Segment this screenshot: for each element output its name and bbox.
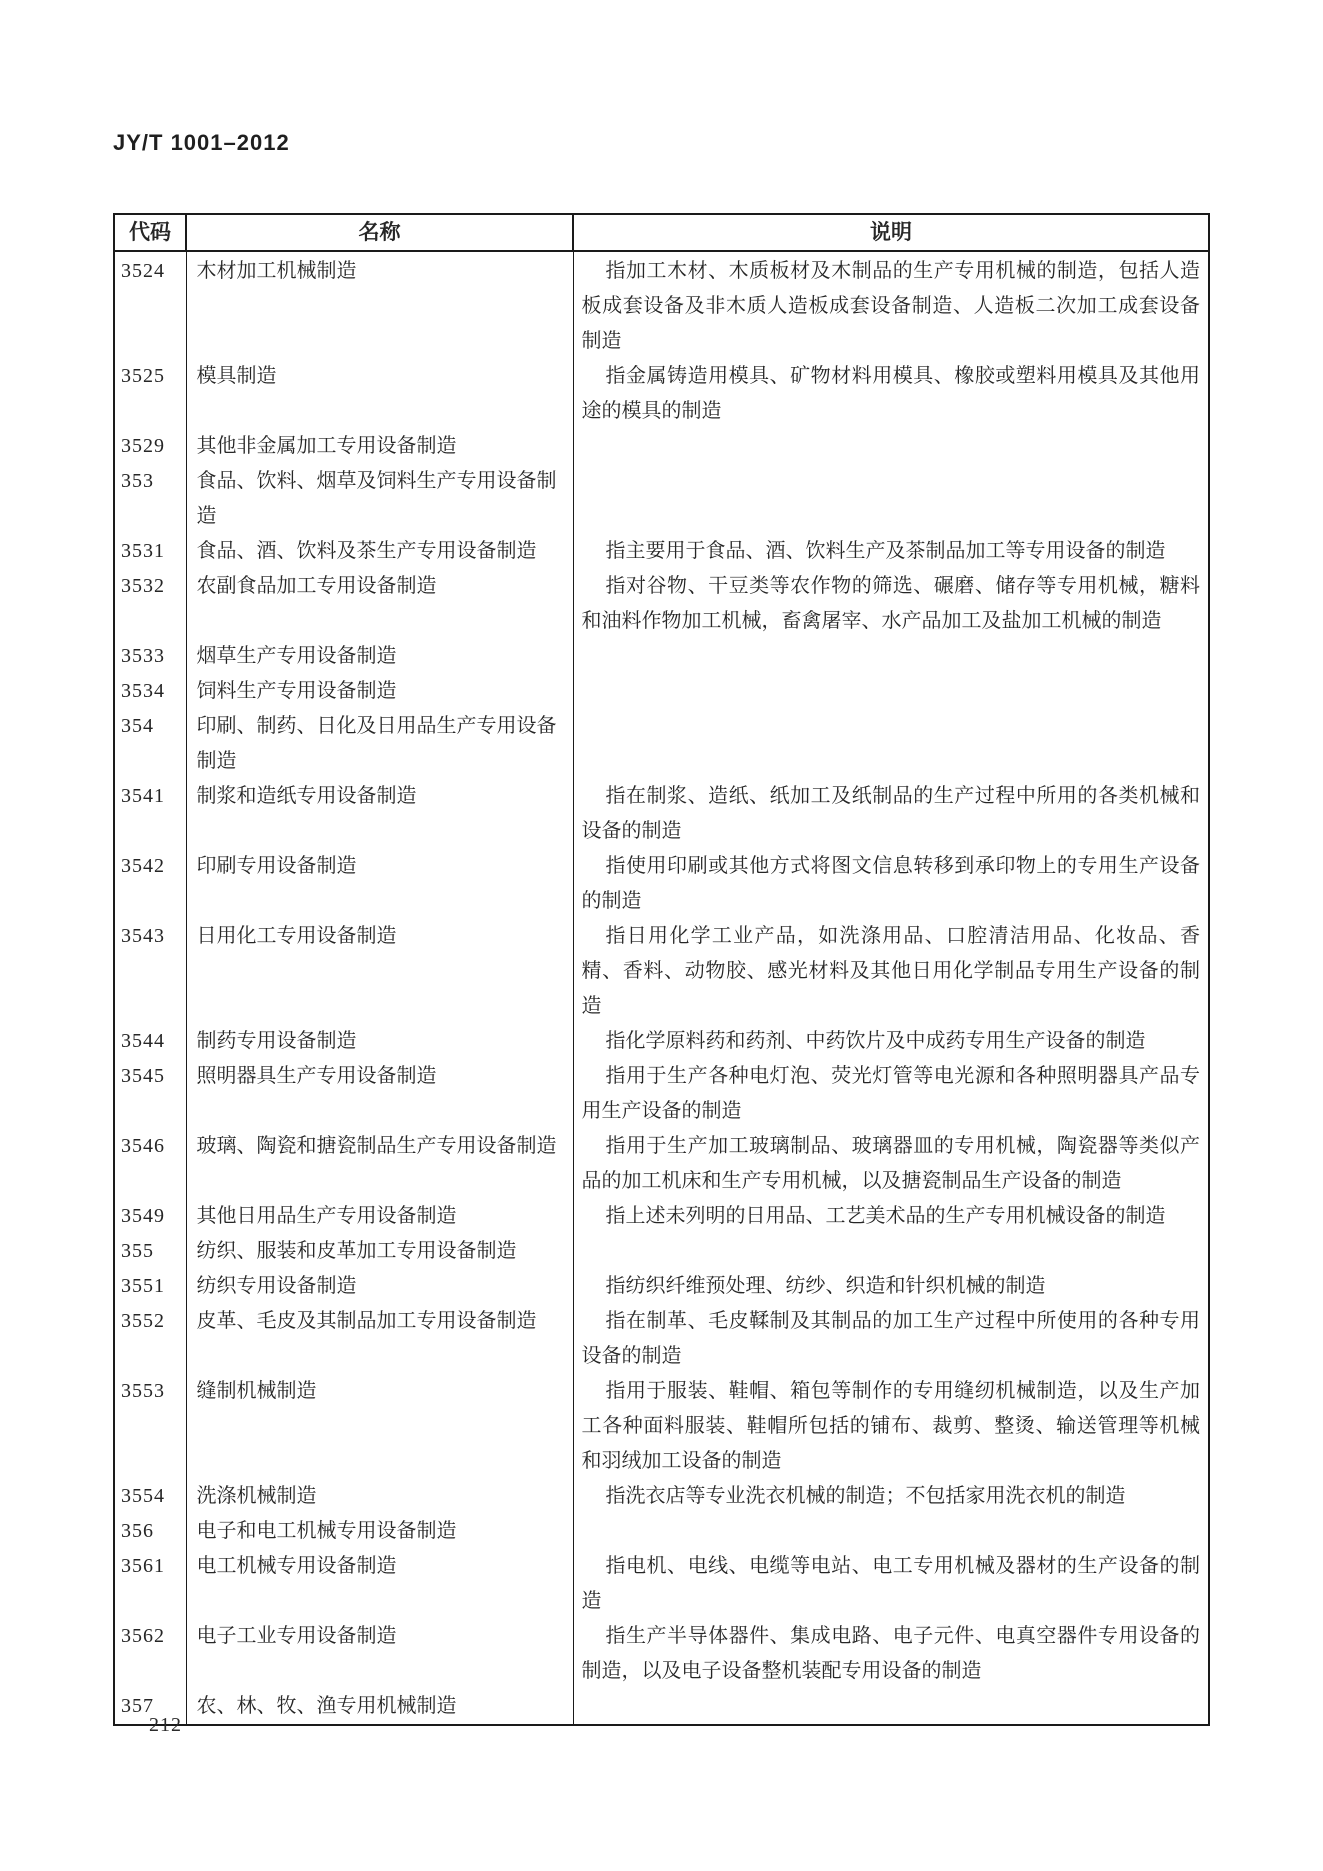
row-name: 纺织专用设备制造 (186, 1269, 573, 1304)
table-row (114, 1269, 1209, 1304)
table-row (114, 1549, 1209, 1619)
table-row (114, 1234, 1209, 1269)
row-code: 3551 (114, 1269, 186, 1304)
row-description-text: 指上述未列明的日用品、工艺美术品的生产专用机械设备的制造 (605, 1205, 1166, 1227)
row-description (573, 919, 1209, 1024)
row-name: 木材加工机械制造 (186, 251, 573, 359)
row-description (573, 1304, 1209, 1374)
table-row (114, 1374, 1209, 1479)
row-description (573, 1234, 1209, 1269)
row-name: 印刷专用设备制造 (186, 849, 573, 919)
row-code: 3529 (114, 429, 186, 464)
row-description (573, 1689, 1209, 1725)
row-description (573, 1024, 1209, 1059)
table-row (114, 464, 1209, 534)
row-description (573, 709, 1209, 779)
row-description-text: 指用于生产加工玻璃制品、玻璃器皿的专用机械，陶瓷器等类似产品的加工机床和生产专用机械，以及搪瓷制品生产设备的制造 (581, 1135, 1200, 1192)
row-description (573, 429, 1209, 464)
classification-table (113, 213, 1210, 1726)
row-name: 农、林、牧、渔专用机械制造 (186, 1689, 573, 1725)
table-row (114, 1304, 1209, 1374)
table-row (114, 919, 1209, 1024)
row-code: 3549 (114, 1199, 186, 1234)
row-description-text: 指纺织纤维预处理、纺纱、织造和针织机械的制造 (605, 1275, 1046, 1297)
row-code: 354 (114, 709, 186, 779)
table-row (114, 359, 1209, 429)
table-row (114, 1129, 1209, 1199)
row-name: 食品、饮料、烟草及饲料生产专用设备制造 (186, 464, 573, 534)
row-code: 3525 (114, 359, 186, 429)
row-name: 食品、酒、饮料及茶生产专用设备制造 (186, 534, 573, 569)
row-name: 制浆和造纸专用设备制造 (186, 779, 573, 849)
row-description (573, 1549, 1209, 1619)
column-header-code: 代码 (114, 214, 186, 251)
row-name: 印刷、制药、日化及日用品生产专用设备制造 (186, 709, 573, 779)
row-description (573, 849, 1209, 919)
row-description (573, 1479, 1209, 1514)
row-description-text: 指日用化学工业产品，如洗涤用品、口腔清洁用品、化妆品、香精、香料、动物胶、感光材料及其他日用化学制品专用生产设备的制造 (581, 925, 1200, 1017)
row-description-text: 指使用印刷或其他方式将图文信息转移到承印物上的专用生产设备的制造 (581, 855, 1200, 912)
row-code: 3561 (114, 1549, 186, 1619)
table-row (114, 639, 1209, 674)
table-header (114, 214, 1209, 251)
row-name: 烟草生产专用设备制造 (186, 639, 573, 674)
row-code: 3542 (114, 849, 186, 919)
row-code: 3552 (114, 1304, 186, 1374)
row-code: 3531 (114, 534, 186, 569)
row-name: 玻璃、陶瓷和搪瓷制品生产专用设备制造 (186, 1129, 573, 1199)
row-code: 353 (114, 464, 186, 534)
table-row (114, 429, 1209, 464)
row-code: 3562 (114, 1619, 186, 1689)
table-row (114, 709, 1209, 779)
row-description (573, 534, 1209, 569)
row-description (573, 1129, 1209, 1199)
row-description (573, 1199, 1209, 1234)
row-code: 357 (114, 1689, 186, 1725)
row-description-text: 指加工木材、木质板材及木制品的生产专用机械的制造，包括人造板成套设备及非木质人造板成套设备制造、人造板二次加工成套设备制造 (581, 260, 1200, 352)
row-code: 3554 (114, 1479, 186, 1514)
row-name: 电子工业专用设备制造 (186, 1619, 573, 1689)
table-row (114, 1024, 1209, 1059)
table-row (114, 569, 1209, 639)
table-row (114, 1689, 1209, 1725)
table-row (114, 1479, 1209, 1514)
row-name: 日用化工专用设备制造 (186, 919, 573, 1024)
row-code: 3533 (114, 639, 186, 674)
row-code: 3534 (114, 674, 186, 709)
standard-number: JY/T 1001–2012 (113, 130, 290, 155)
row-description-text: 指电机、电线、电缆等电站、电工专用机械及器材的生产设备的制造 (581, 1555, 1200, 1612)
row-code: 355 (114, 1234, 186, 1269)
column-header-description: 说明 (573, 214, 1209, 251)
row-code: 3544 (114, 1024, 186, 1059)
row-description-text: 指化学原料药和药剂、中药饮片及中成药专用生产设备的制造 (605, 1030, 1146, 1052)
row-description (573, 251, 1209, 359)
row-description (573, 639, 1209, 674)
table-row (114, 1619, 1209, 1689)
row-name: 皮革、毛皮及其制品加工专用设备制造 (186, 1304, 573, 1374)
row-description (573, 569, 1209, 639)
row-description (573, 1269, 1209, 1304)
row-name: 洗涤机械制造 (186, 1479, 573, 1514)
row-description (573, 674, 1209, 709)
row-name: 饲料生产专用设备制造 (186, 674, 573, 709)
row-description (573, 1374, 1209, 1479)
row-description (573, 359, 1209, 429)
row-name: 照明器具生产专用设备制造 (186, 1059, 573, 1129)
row-description-text: 指在制浆、造纸、纸加工及纸制品的生产过程中所用的各类机械和设备的制造 (581, 785, 1200, 842)
table-body (114, 251, 1209, 1725)
row-description-text: 指用于生产各种电灯泡、荧光灯管等电光源和各种照明器具产品专用生产设备的制造 (581, 1065, 1200, 1122)
row-code: 3545 (114, 1059, 186, 1129)
row-description-text: 指主要用于食品、酒、饮料生产及茶制品加工等专用设备的制造 (605, 540, 1166, 562)
row-description-text: 指用于服装、鞋帽、箱包等制作的专用缝纫机械制造，以及生产加工各种面料服装、鞋帽所包括的铺布、裁剪、整烫、输送管理等机械和羽绒加工设备的制造 (581, 1380, 1200, 1472)
table-row (114, 534, 1209, 569)
row-description (573, 1514, 1209, 1549)
row-code: 3543 (114, 919, 186, 1024)
row-code: 3532 (114, 569, 186, 639)
row-code: 3546 (114, 1129, 186, 1199)
row-description-text: 指生产半导体器件、集成电路、电子元件、电真空器件专用设备的制造，以及电子设备整机装配专用设备的制造 (581, 1625, 1200, 1682)
table-row (114, 779, 1209, 849)
table-row (114, 849, 1209, 919)
row-name: 农副食品加工专用设备制造 (186, 569, 573, 639)
column-header-name: 名称 (186, 214, 573, 251)
row-description-text: 指对谷物、干豆类等农作物的筛选、碾磨、储存等专用机械，糖料和油料作物加工机械，畜禽屠宰、水产品加工及盐加工机械的制造 (581, 575, 1200, 632)
row-name: 其他非金属加工专用设备制造 (186, 429, 573, 464)
row-description (573, 1619, 1209, 1689)
row-code: 356 (114, 1514, 186, 1549)
row-description-text: 指金属铸造用模具、矿物材料用模具、橡胶或塑料用模具及其他用途的模具的制造 (581, 365, 1200, 422)
row-name: 模具制造 (186, 359, 573, 429)
table-row (114, 1199, 1209, 1234)
row-code: 3541 (114, 779, 186, 849)
row-description-text: 指洗衣店等专业洗衣机械的制造；不包括家用洗衣机的制造 (605, 1485, 1126, 1507)
row-description (573, 779, 1209, 849)
table-row (114, 1514, 1209, 1549)
row-name: 纺织、服装和皮革加工专用设备制造 (186, 1234, 573, 1269)
row-name: 电子和电工机械专用设备制造 (186, 1514, 573, 1549)
row-code: 3524 (114, 251, 186, 359)
row-description (573, 1059, 1209, 1129)
row-description (573, 464, 1209, 534)
page-number: 212 (149, 1714, 182, 1736)
table-row (114, 1059, 1209, 1129)
table-row (114, 251, 1209, 359)
row-name: 其他日用品生产专用设备制造 (186, 1199, 573, 1234)
row-description-text: 指在制革、毛皮鞣制及其制品的加工生产过程中所使用的各种专用设备的制造 (581, 1310, 1200, 1367)
row-name: 制药专用设备制造 (186, 1024, 573, 1059)
row-name: 缝制机械制造 (186, 1374, 573, 1479)
table-row (114, 674, 1209, 709)
row-code: 3553 (114, 1374, 186, 1479)
row-name: 电工机械专用设备制造 (186, 1549, 573, 1619)
